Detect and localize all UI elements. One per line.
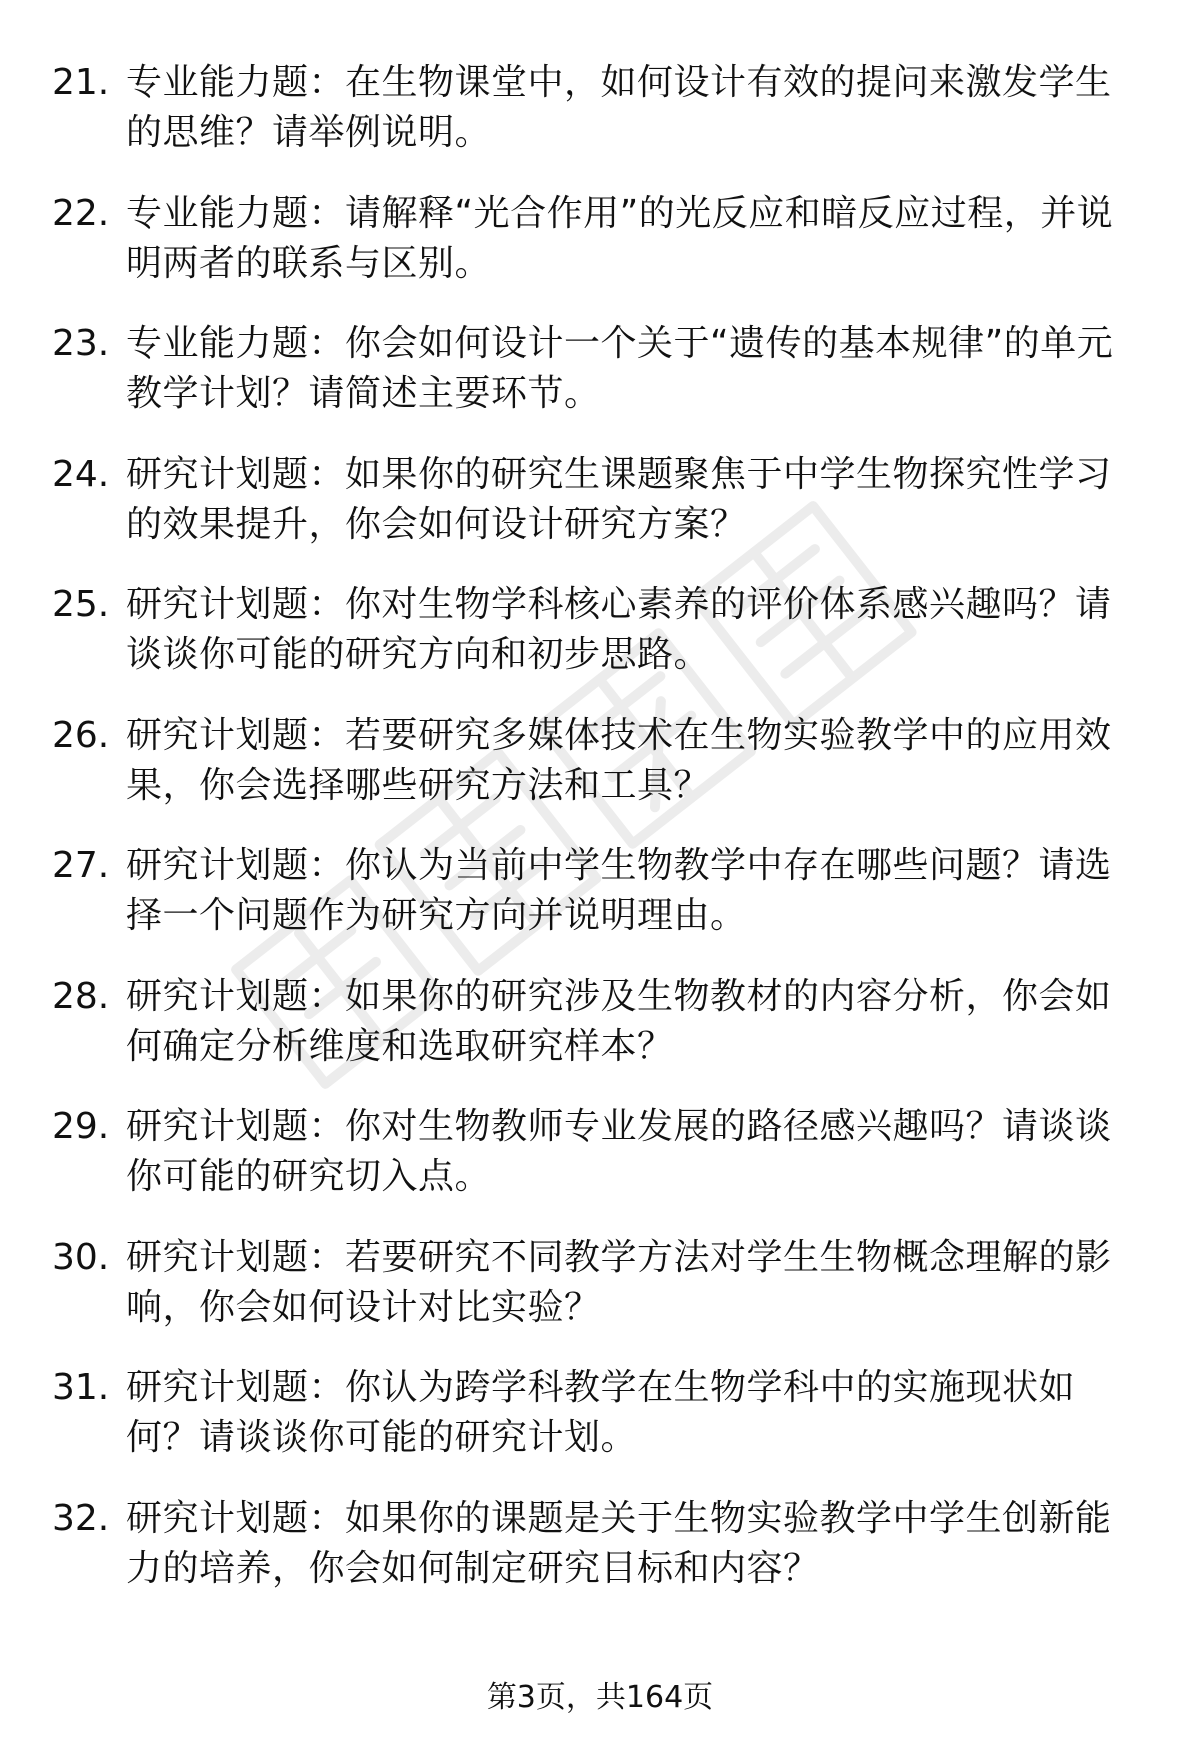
question-number: 28.: [52, 975, 110, 1017]
question-text: 研究计划题：你认为跨学科教学在生物学科中的实施现状如何？请谈谈你可能的研究计划。: [126, 1367, 1076, 1458]
question-number: 32.: [52, 1497, 110, 1539]
question-number: 27.: [52, 845, 110, 886]
question-number: 22.: [52, 192, 110, 234]
question-item-28: [52, 972, 1152, 1074]
question-text: 专业能力题：请解释“光合作用”的光反应和暗反应过程，并说明两者的联系与区别。: [126, 192, 1114, 284]
question-item-27: [52, 841, 1152, 943]
question-number: 25.: [52, 584, 110, 625]
question-item-31: [52, 1363, 1152, 1465]
question-text: 研究计划题：如果你的课题是关于生物实验教学中学生创新能力的培养，你会如何制定研究目标和内容？: [126, 1497, 1112, 1589]
question-item-22: [52, 189, 1152, 291]
question-item-24: [52, 450, 1152, 552]
question-item-21: [52, 58, 1152, 160]
question-text: 专业能力题：在生物课堂中，如何设计有效的提问来激发学生的思维？请举例说明。: [126, 62, 1112, 153]
question-item-30: [52, 1233, 1152, 1335]
question-text: 研究计划题：你对生物学科核心素养的评价体系感兴趣吗？请谈谈你可能的研究方向和初步思路。: [126, 584, 1112, 675]
question-item-26: [52, 711, 1152, 813]
question-text: 研究计划题：你对生物教师专业发展的路径感兴趣吗？请谈谈你可能的研究切入点。: [126, 1106, 1112, 1197]
question-text: 专业能力题：你会如何设计一个关于“遗传的基本规律”的单元教学计划？请简述主要环节。: [126, 323, 1114, 414]
question-text: 研究计划题：若要研究不同教学方法对学生生物概念理解的影响，你会如何设计对比实验？: [126, 1236, 1112, 1328]
question-number: 24.: [52, 453, 110, 495]
question-number: 29.: [52, 1106, 110, 1147]
question-text: 研究计划题：如果你的研究涉及生物教材的内容分析，你会如何确定分析维度和选取研究样本？: [126, 975, 1112, 1067]
question-number: 31.: [52, 1367, 110, 1408]
question-number: 26.: [52, 714, 110, 756]
question-number: 21.: [52, 62, 110, 103]
question-item-32: [52, 1494, 1152, 1596]
question-text: 研究计划题：你认为当前中学生物教学中存在哪些问题？请选择一个问题作为研究方向并说明理由。: [126, 845, 1112, 936]
question-item-25: [52, 580, 1152, 682]
question-text: 研究计划题：如果你的研究生课题聚焦于中学生物探究性学习的效果提升，你会如何设计研究方案？: [126, 453, 1112, 545]
question-list: [52, 58, 1152, 1624]
question-number: 30.: [52, 1236, 110, 1278]
question-item-23: [52, 319, 1152, 421]
question-text: 研究计划题：若要研究多媒体技术在生物实验教学中的应用效果，你会选择哪些研究方法和工具？: [126, 714, 1112, 806]
page-number-footer: 第3页，共164页: [486, 1680, 714, 1715]
question-number: 23.: [52, 323, 110, 364]
question-item-29: [52, 1102, 1152, 1204]
